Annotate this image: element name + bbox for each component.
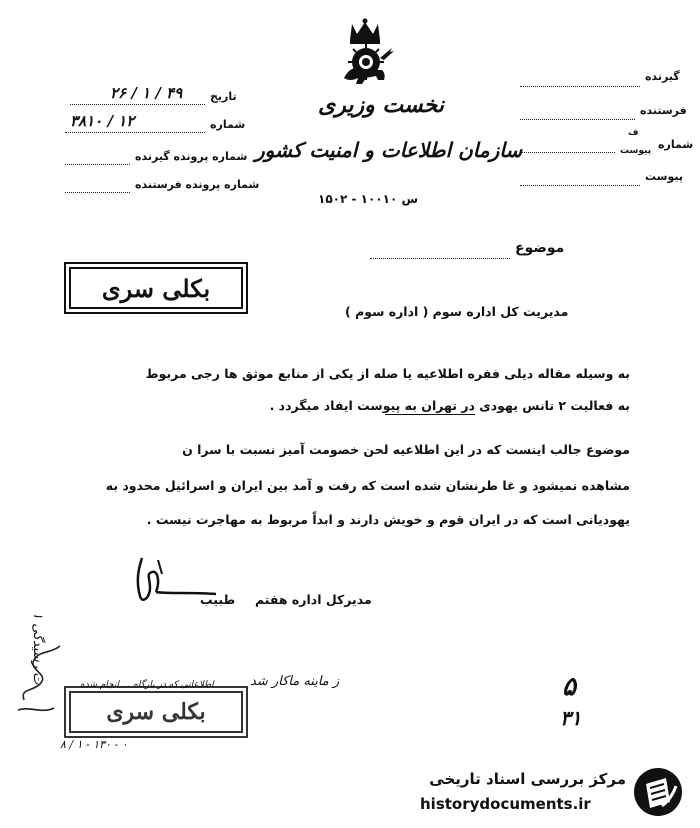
letterhead-subtitle: سازمان اطلاعات و امنیت کشور: [255, 138, 523, 162]
small-date: ۸ / ۱ - ۱۳۰ - ۰: [60, 738, 128, 751]
letterhead-title: نخست وزیری: [318, 92, 444, 118]
margin-vertical-note: ۱ ت رسیدگی: [30, 612, 45, 685]
number-value: ۳۸۱۰ / ۱۲: [70, 112, 135, 130]
date-value: ۲۶ / ۱ / ۴۹: [110, 84, 183, 102]
addressee: مدیریت کل اداره سوم ( اداره سوم ): [345, 304, 569, 319]
body-line-4: مشاهده نمیشود و غا طرنشان شده است که رفت و آمد بین ایران و اسرائیل محدود به: [105, 478, 630, 493]
small-classification-stamp: [64, 686, 248, 738]
recipient-file-line: [65, 164, 130, 165]
body-line-2: به فعالیت ۲ تانس یهودی در تهران به پیوست ایفاد میگردد .: [269, 398, 630, 413]
right-number-a: ۵: [562, 672, 576, 702]
watermark-text: مرکز بررسی اسناد تاریخی: [429, 770, 626, 788]
sender-file-line: [65, 192, 130, 193]
signature-title: مدیرکل اداره هفتم: [255, 592, 372, 607]
watermark-url: historydocuments.ir: [420, 795, 591, 813]
recipient-file-label: شماره پرونده گیرنده: [135, 150, 248, 163]
attachment-line: [520, 185, 640, 186]
classification-text: بکلی سری: [101, 273, 211, 303]
subject-label: موضوع: [515, 240, 565, 256]
classification-stamp: [64, 262, 248, 314]
letterhead-code: س ۱۰۰۱۰ - ۱۵۰۲: [318, 192, 419, 206]
small-stamp-text: بکلی سری: [106, 699, 206, 725]
number-sub-a: ف: [628, 128, 639, 138]
recipient-line: [520, 86, 640, 87]
margin-bottom-line: ز ماینه ماکار شد: [250, 674, 340, 689]
number-line-right: [65, 132, 205, 133]
subject-line: [370, 258, 510, 259]
attachment-label: پیوست: [645, 170, 683, 183]
date-line: [70, 104, 205, 105]
sender-file-label: شماره پرونده فرستنده: [135, 178, 260, 191]
sender-line: [520, 119, 635, 120]
signature-prefix: طبیب: [200, 592, 236, 607]
margin-handwriting-icon: [10, 640, 70, 720]
sender-label: فرستنده: [640, 104, 687, 117]
body-line-1: به وسیله مقاله دیلی ففره اطلاعیه یا صله از یکی از منابع موثق ها رجی مربوط: [145, 366, 630, 381]
underline-mark: [385, 414, 475, 415]
right-number-b: ۳۱: [560, 706, 582, 730]
number-sub-b: پیوست: [620, 146, 652, 156]
number-label-left: شماره: [658, 138, 694, 151]
stamp-caption: اطلاعاتی که در بارگاه ... انجام شده: [80, 680, 214, 690]
recipient-label: گیرنده: [645, 70, 680, 83]
number-line-left: [520, 152, 615, 153]
date-label: تاریخ: [210, 90, 237, 103]
lion-and-sun-crest-icon: [330, 18, 400, 88]
body-line-3: موضوع جالب اینست که در این اطلاعیه لحن خصومت آمیز نسبت با سرا ن: [182, 442, 630, 457]
documents-logo-icon: [632, 766, 684, 818]
body-line-5: یهودیانی است که در ایران قوم و خویش دارند و ابداً مربوط به مهاجرت نیست .: [146, 512, 630, 527]
number-label-right: شماره: [210, 118, 246, 131]
